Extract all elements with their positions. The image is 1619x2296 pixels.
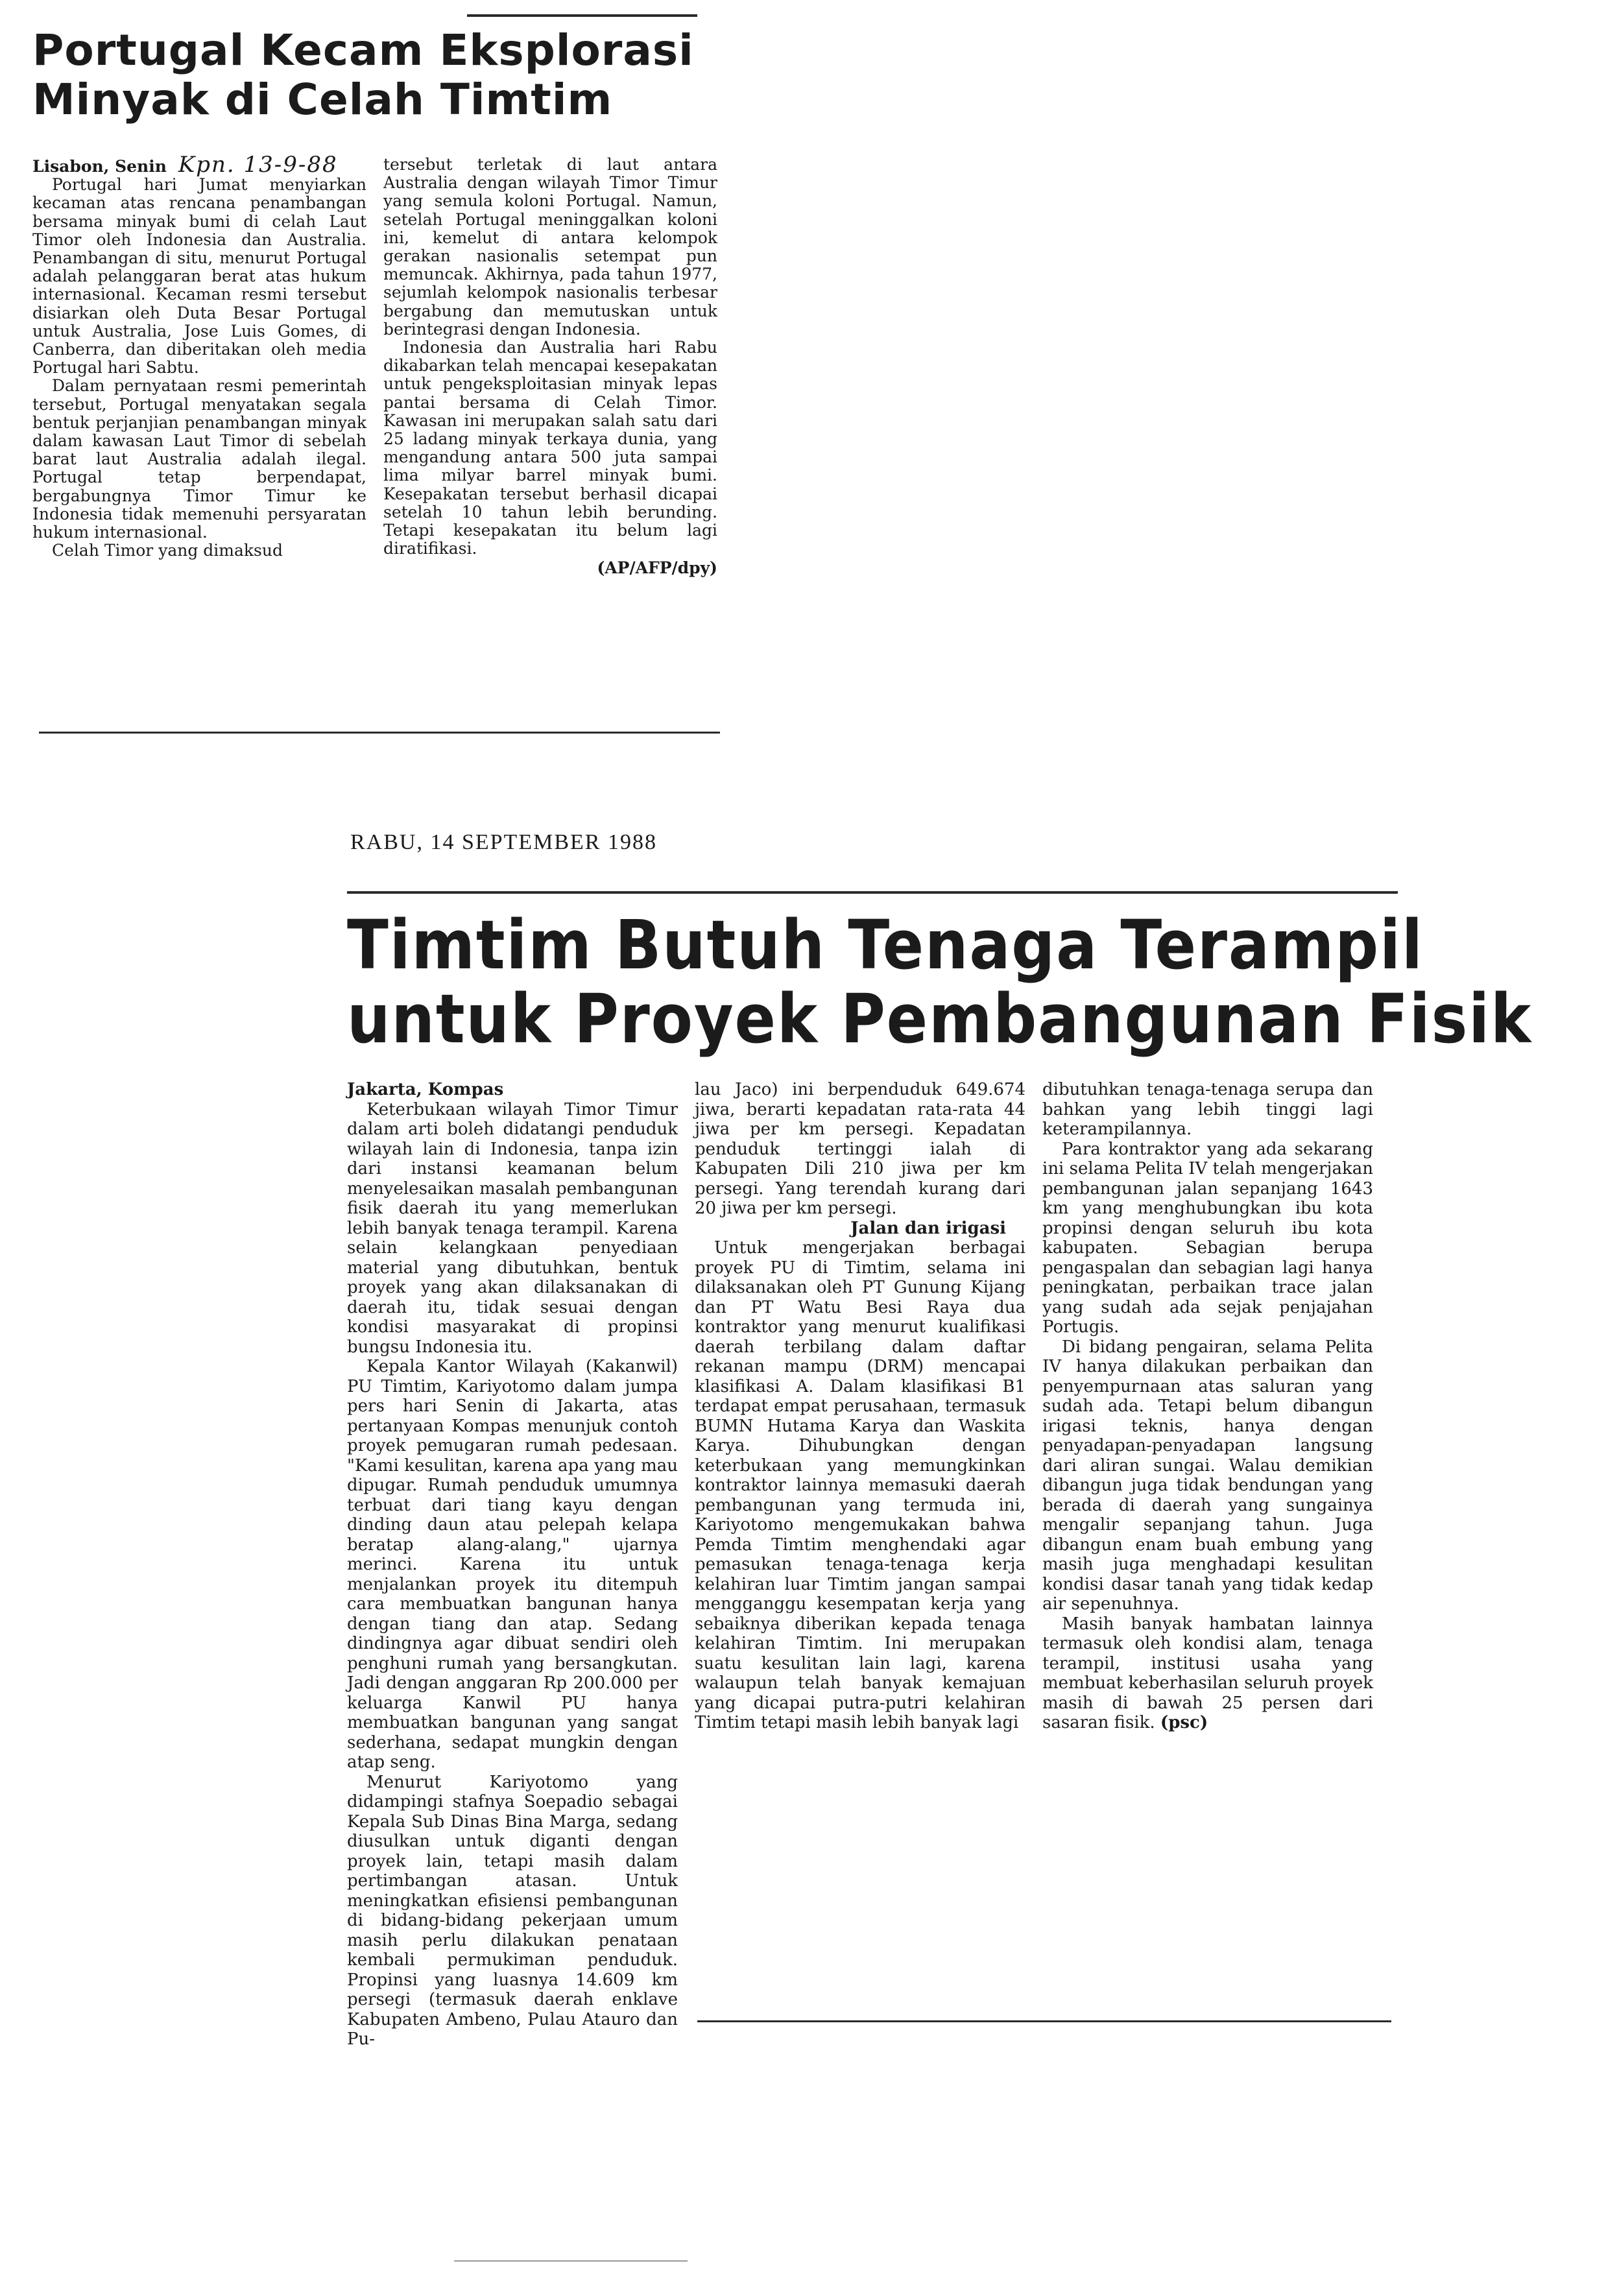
article1-dateline: Lisabon, Senin	[32, 157, 167, 176]
issue-date: RABU, 14 SEPTEMBER 1988	[350, 830, 657, 854]
article1-column-2	[383, 156, 717, 578]
article2-subhead: Jalan dan irigasi	[850, 1218, 1006, 1238]
article1-column-1	[32, 152, 366, 578]
article2-column-1	[347, 1080, 678, 2050]
article2-paragraph: Keterbukaan wilayah Timor Timur dalam arti boleh didatangi penduduk wilayah lain di Indonesia, tanpa izin dari instansi keamanan belum menyelesaikan masalah pembangunan fisik daerah itu yang memerlukan lebih banyak tenaga terampil. Karena selain kelangkaan penyediaan material yang dibutuhkan, bentuk proyek yang akan dilaksanakan di daerah itu, tidak sesuai dengan kondisi masyarakat di propinsi bungsu Indonesia itu.	[347, 1099, 678, 1357]
article2-paragraph	[1042, 1614, 1373, 1733]
article2-column-2	[695, 1080, 1025, 2050]
handwritten-note: Kpn. 13-9-88	[178, 152, 338, 178]
article1-headline-line2: Minyak di Celah Timtim	[32, 75, 613, 125]
article2-column-3	[1042, 1080, 1373, 2050]
article2-paragraph: dibutuhkan tenaga-tenaga serupa dan bahkan yang lebih tinggi lagi keterampilannya.	[1042, 1080, 1373, 1139]
article2-paragraph: Menurut Kariyotomo yang didampingi stafnya Soepadio sebagai Kepala Sub Dinas Bina Marga, sedang diusulkan untuk diganti dengan proyek lain, tetapi masih dalam pertimbangan atasan. Untuk meningkatkan efisiensi pembangunan di bidang-bidang pekerjaan umum masih perlu dilakukan penataan kembali permukiman penduduk. Propinsi yang luasnya 14.609 km persegi (termasuk daerah enklave Kabupaten Ambeno, Pulau Atauro dan Pu-	[347, 1772, 678, 2049]
date-rule	[347, 891, 1398, 894]
article1-paragraph: tersebut terletak di laut antara Australia dengan wilayah Timor Timur yang semula koloni Portugal. Namun, setelah Portugal meninggalkan koloni ini, kemelut di antara kelompok gerakan nasionalis setempat pun memuncak. Akhirnya, pada tahun 1977, sejumlah kelompok nasionalis terbesar bergabung dan memutuskan untuk berintegrasi dengan Indonesia.	[383, 155, 717, 339]
article2-headline-line1: Timtim Butuh Tenaga Terampil	[347, 905, 1424, 985]
article1-paragraph: Celah Timor yang dimaksud	[52, 541, 283, 560]
article-timtim	[347, 905, 1533, 2049]
article2-paragraph: lau Jaco) ini berpenduduk 649.674 jiwa, berarti kepadatan rata-rata 44 jiwa per km persegi. Kepadatan penduduk tertinggi ialah di Kabupaten Dili 210 jiwa per km persegi. Yang terendah kurang dari 20 jiwa per km persegi.	[695, 1080, 1025, 1218]
article1-bottom-rule	[39, 732, 720, 734]
article2-bottom-dotted-rule	[454, 2260, 688, 2262]
article2-last-paragraph: Masih banyak hambatan lainnya termasuk oleh kondisi alam, tenaga terampil, institusi usaha yang membuat keberhasilan seluruh proyek masih di bawah 25 persen dari sasaran fisik.	[1042, 1614, 1373, 1732]
article1-paragraph: Portugal hari Jumat menyiarkan kecaman atas rencana penambangan bersama minyak bumi di celah Laut Timor oleh Indonesia dan Australia. Penambangan di situ, menurut Portugal adalah pelanggaran berat atas hukum internasional. Kecaman resmi tersebut disiarkan oleh Duta Besar Portugal untuk Australia, Jose Luis Gomes, di Canberra, dan diberitakan oleh media Portugal hari Sabtu.	[32, 175, 366, 377]
article-portugal	[32, 25, 720, 578]
article2-dateline: Jakarta, Kompas	[347, 1080, 504, 1099]
article1-paragraph: Dalam pernyataan resmi pemerintah tersebut, Portugal menyatakan segala bentuk perjanjian penambangan minyak dalam kawasan Laut Timor di sebelah barat laut Australia adalah ilegal. Portugal tetap berpendapat, bergabungnya Timor Timur ke Indonesia tidak memenuhi persyaratan hukum internasional.	[32, 376, 366, 542]
article2-headline	[347, 905, 1533, 1058]
article2-paragraph: Untuk mengerjakan berbagai proyek PU di Timtim, selama ini dilaksanakan oleh PT Gunung Kijang dan PT Watu Besi Raya dua kontraktor yang menurut kualifikasi daerah terbilang dalam daftar rekanan mampu (DRM) mencapai klasifikasi A. Dalam klasifikasi B1 terdapat empat perusahaan, termasuk BUMN Hutama Karya dan Waskita Karya. Dihubungkan dengan keterbukaan yang memungkinkan kontraktor lainnya memasuki daerah pembangunan yang termuda ini, Kariyotomo mengemukakan bahwa Pemda Timtim menghendaki agar pemasukan tenaga-tenaga kerja kelahiran luar Timtim jangan sampai mengganggu kesempatan kerja yang sebaiknya diberikan kepada tenaga kelahiran Timtim. Ini merupakan suatu kesulitan lain lagi, karena walaupun telah banyak kemajuan yang dicapai putra-putri kelahiran Timtim tetapi masih lebih banyak lagi	[695, 1238, 1025, 1732]
article2-body	[347, 1080, 1373, 2050]
article2-paragraph: Kepala Kantor Wilayah (Kakanwil) PU Timtim, Kariyotomo dalam jumpa pers hari Senin di Jakarta, atas pertanyaan Kompas menunjuk contoh proyek pemugaran rumah pedesaan. "Kami kesulitan, karena apa yang mau dipugar. Rumah penduduk umumnya terbuat dari tiang kayu dengan dinding daun atau pelepah kelapa beratap alang-alang," ujarnya merinci. Karena itu untuk menjalankan proyek itu ditempuh cara membuatkan bangunan hanya dengan tiang dan atap. Sedang dindingnya agar dibuat sendiri oleh penghuni rumah yang bersangkutan. Jadi dengan anggaran Rp 200.000 per keluarga Kanwil PU hanya membuatkan bangunan yang sangat sederhana, sedapat mungkin dengan atap seng.	[347, 1357, 678, 1772]
article1-signature: (AP/AFP/dpy)	[597, 558, 717, 578]
article2-signature: (psc)	[1160, 1713, 1208, 1732]
article2-headline-line2: untuk Proyek Pembangunan Fisik	[347, 979, 1533, 1058]
article1-headline-line1: Portugal Kecam Eksplorasi	[32, 25, 694, 75]
article1-body	[32, 152, 720, 578]
article1-headline	[32, 26, 720, 125]
article1-paragraph: Indonesia dan Australia hari Rabu dikabarkan telah mencapai kesepakatan untuk pengeksploitasian minyak lepas pantai bersama di Celah Timor. Kawasan ini merupakan salah satu dari 25 ladang minyak terkaya dunia, yang mengandung antara 500 juta sampai lima milyar barrel minyak bumi. Kesepakatan tersebut berhasil dicapai setelah 10 tahun lebih berunding. Tetapi kesepakatan itu belum lagi diratifikasi.	[383, 338, 717, 558]
top-rule	[467, 14, 697, 17]
article2-paragraph: Para kontraktor yang ada sekarang ini selama Pelita IV telah mengerjakan pembangunan jalan sepanjang 1643 km yang menghubungkan ibu kota propinsi dengan seluruh ibu kota kabupaten. Sebagian berupa pengaspalan dan sebagian lagi hanya peningkatan, perbaikan trace jalan yang sudah ada sejak penjajahan Portugis.	[1042, 1139, 1373, 1337]
article2-paragraph: Di bidang pengairan, selama Pelita IV hanya dilakukan perbaikan dan penyempurnaan atas saluran yang sudah ada. Tetapi belum dibangun irigasi teknis, hanya dengan penyadapan-penyadapan langsung dari aliran sungai. Walau demikian dibangun juga tidak bendungan yang berada di daerah yang sungainya mengalir sepanjang tahun. Juga dibangun enam buah embung yang masih juga menghadapi kesulitan kondisi dasar tanah yang tidak kedap air sepenuhnya.	[1042, 1337, 1373, 1614]
article2-bottom-rule	[697, 2020, 1391, 2022]
article1-dateline-paragraph	[32, 152, 366, 178]
